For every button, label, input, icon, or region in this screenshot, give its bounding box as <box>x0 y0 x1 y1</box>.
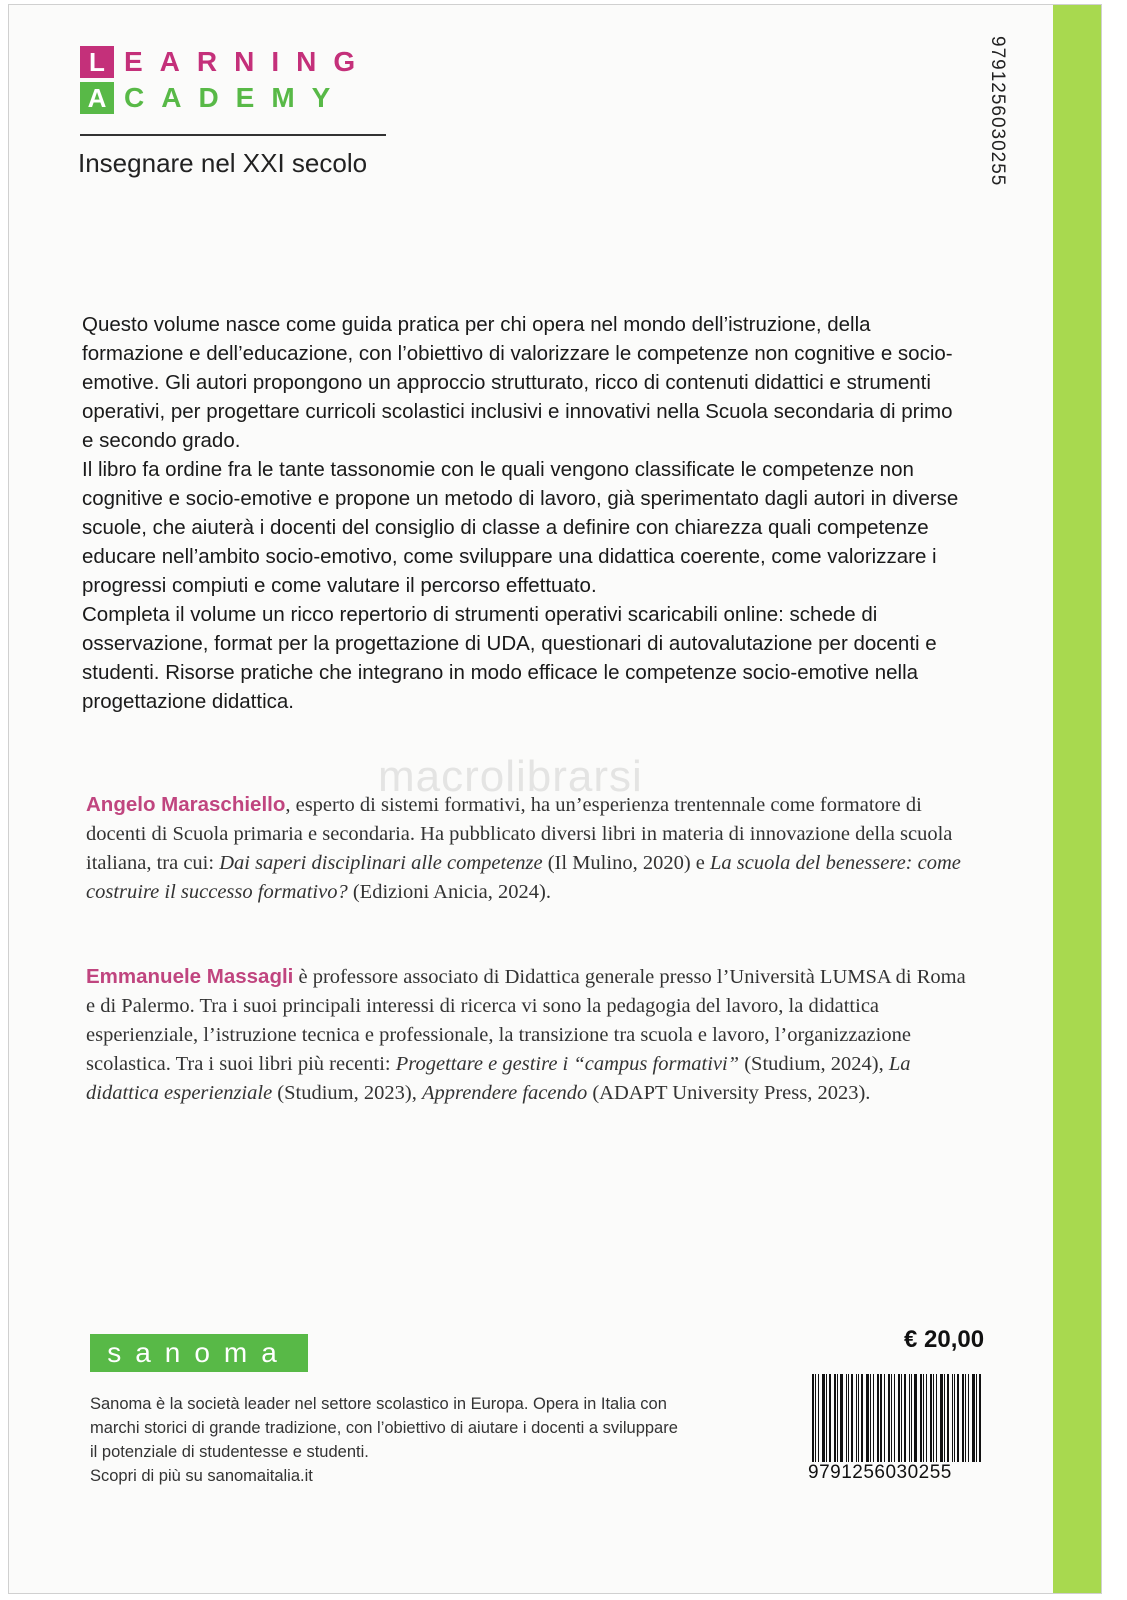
logo-divider <box>80 134 386 136</box>
book-description <box>82 310 962 716</box>
barcode-bar <box>837 1374 838 1462</box>
spine-color-strip <box>1053 5 1101 1593</box>
barcode-bar <box>834 1374 836 1462</box>
barcode-bar <box>952 1374 953 1462</box>
barcode-bar <box>880 1374 882 1462</box>
barcode-bar <box>972 1374 975 1462</box>
book-title: La scuola del benessere: come costruire il successo formativo? <box>86 852 961 903</box>
description-paragraph: Il libro fa ordine fra le tante tassonomie con le quali vengono classificate le competenze non cognitive e socio-emotive e propone un metodo di lavoro, già sperimentato dagli autori in diverse scuole, che aiuterà i docenti del consiglio di classe a definire con chiarezza quali competenze educare nell’ambito socio-emotivo, come sviluppare una didattica coerente, come valorizzare i progressi compiuti e come valutare il percorso effettuato. <box>82 458 959 597</box>
book-title: Apprendere facendo <box>421 1082 588 1104</box>
book-title: La didattica esperienziale <box>86 1053 911 1104</box>
barcode-bar <box>968 1374 969 1462</box>
barcode-bar <box>954 1374 955 1462</box>
publisher-description: Sanoma è la società leader nel settore scolastico in Europa. Opera in Italia con marchi storici di grande tradizione, con l’obiettivo di aiutare i docenti a sviluppare il potenziale di studentesse e studenti. Scopri di più su sanomaitalia.it <box>90 1395 678 1485</box>
barcode-bar <box>914 1374 917 1462</box>
barcode-bar <box>909 1374 910 1462</box>
barcode-bar <box>904 1374 906 1462</box>
barcode-bar <box>818 1374 819 1462</box>
logo-letter-l: L <box>80 46 114 78</box>
barcode-bar <box>858 1374 859 1462</box>
author-bio-massagli: Emmanuele Massagli è professore associato di Didattica generale presso l’Università LUMSA di Roma e di Palermo. Tra i suoi principali interessi di ricerca vi sono la pedagogia del lavoro, la didattica esperienziale, l’istruzione tecnica e professionale, la transizione tra scuola e lavoro, l’organizzazione scolastica. Tra i suoi libri più recenti: Progettare e gestire i “campus formativi” (Studium, 2024), La didattica esperienziale (Studium, 2023), Apprendere facendo (ADAPT University Press, 2023). <box>86 965 966 1104</box>
isbn-vertical: 9791256030255 <box>987 36 1008 187</box>
barcode-bar <box>891 1374 892 1462</box>
barcode-bar <box>979 1374 981 1462</box>
barcode-bar <box>901 1374 902 1462</box>
author-name: Angelo Maraschiello <box>86 793 286 816</box>
barcode-bar <box>884 1374 885 1462</box>
logo-word-academy: CADEMY <box>124 82 348 113</box>
learning-academy-logo <box>80 44 372 116</box>
barcode-bar <box>920 1374 922 1462</box>
barcode-bar <box>861 1374 863 1462</box>
barcode-bar <box>848 1374 849 1462</box>
description-paragraph: Completa il volume un ricco repertorio di strumenti operativi scaricabili online: schede di osservazione, format per la progettazione di UDA, questionari di autovalutazione per docenti e studenti. Risorse pratiche che integrano in modo efficace le competenze socio-emotive nella progettazione didattica. <box>82 603 937 713</box>
series-title: Insegnare nel XXI secolo <box>78 148 368 178</box>
barcode-bar <box>962 1374 964 1462</box>
barcode-bar <box>894 1374 895 1462</box>
barcode-number: 9791256030255 <box>808 1462 952 1483</box>
barcode-bar <box>851 1374 853 1462</box>
logo-letter-a: A <box>80 82 114 114</box>
barcode-bar <box>812 1374 814 1462</box>
barcode-bar <box>856 1374 857 1462</box>
book-title: Progettare e gestire i “campus formativi” <box>395 1053 740 1075</box>
barcode-bar <box>965 1374 966 1462</box>
watermark: macrolibrarsi <box>378 752 643 801</box>
book-title: Dai saperi disciplinari alle competenze <box>219 852 543 874</box>
barcode-bar <box>976 1374 977 1462</box>
barcode-bar <box>957 1374 959 1462</box>
sanoma-logo: sanoma <box>90 1334 308 1372</box>
barcode-bar <box>877 1374 879 1462</box>
barcode-bar <box>888 1374 891 1462</box>
barcode-bar <box>866 1374 869 1462</box>
barcode-bar <box>933 1374 934 1462</box>
barcode-bar <box>947 1374 949 1462</box>
barcode-bar <box>873 1374 874 1462</box>
barcode-bar <box>870 1374 871 1462</box>
barcode-bar <box>846 1374 847 1462</box>
barcode-bar <box>944 1374 945 1462</box>
barcode-bar <box>936 1374 937 1462</box>
barcode-bar <box>829 1374 831 1462</box>
barcode-bar <box>930 1374 932 1462</box>
barcode-bar <box>911 1374 912 1462</box>
barcode-bar <box>840 1374 843 1462</box>
author-name: Emmanuele Massagli <box>86 965 294 988</box>
price: € 20,00 <box>904 1326 985 1353</box>
description-paragraph: Questo volume nasce come guida pratica per chi opera nel mondo dell’istruzione, della formazione e dell’educazione, con l’obiettivo di valorizzare le competenze non cognitive e socio-emotive. Gli autori propongono un approccio strutturato, ricco di contenuti didattici e strumenti operativi, per progettare curricoli scolastici inclusivi e innovativi nella Scuola secondaria di primo e secondo grado. <box>82 313 953 452</box>
author-bio-maraschiello: Angelo Maraschiello, esperto di sistemi formativi, ha un’esperienza trentennale come formatore di docenti di Scuola primaria e secondaria. Ha pubblicato diversi libri in materia di innovazione della scuola italiana, tra cui: Dai saperi disciplinari alle competenze (Il Mulino, 2020) e La scuola del benessere: come costruire il successo formativo? (Edizioni Anicia, 2024). <box>86 793 961 903</box>
barcode-bar <box>940 1374 943 1462</box>
barcode-bar <box>822 1374 825 1462</box>
logo-word-learning: EARNING <box>124 46 373 77</box>
barcode-bar <box>815 1374 816 1462</box>
barcode <box>812 1374 984 1462</box>
barcode-bar <box>926 1374 927 1462</box>
barcode-bar <box>826 1374 827 1462</box>
barcode-bar <box>923 1374 924 1462</box>
barcode-bar <box>898 1374 900 1462</box>
